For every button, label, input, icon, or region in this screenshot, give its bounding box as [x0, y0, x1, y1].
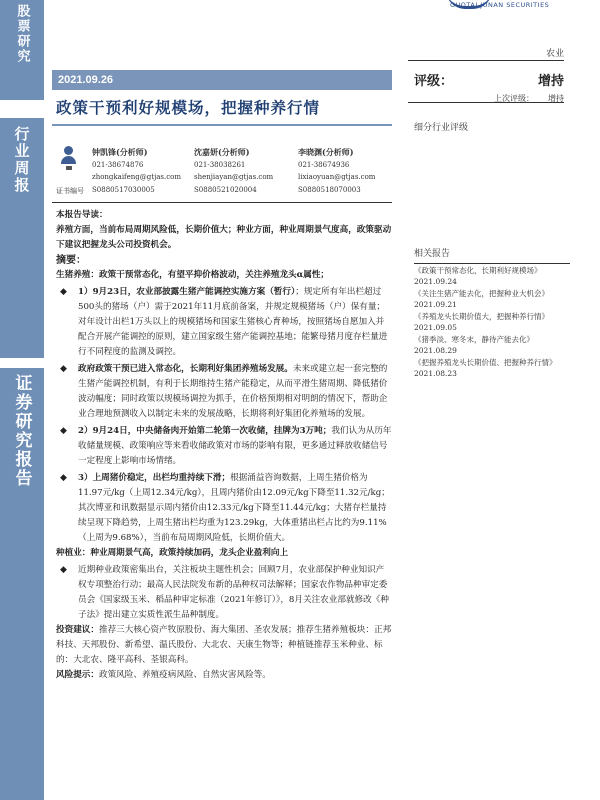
analyst-cert: S0880517030005	[92, 185, 155, 194]
risk-label: 风险提示：	[56, 670, 99, 680]
report-date: 2021.09.26	[52, 70, 392, 90]
sidebar-label-industry-weekly: 行业周报	[12, 126, 31, 194]
analyst-cert: S0880521020004	[194, 185, 257, 194]
analyst-name: 李晓渊(分析师)	[298, 147, 354, 157]
related-report-date: 2021.09.21	[414, 299, 457, 309]
company-logo	[400, 0, 600, 14]
sub-industry-rating-label: 细分行业评级	[414, 123, 469, 133]
related-report-link[interactable]: 《把握养殖龙头长期价值、把握种养行情》	[414, 358, 557, 367]
related-report-date: 2021.09.24	[414, 276, 457, 286]
analyst-card	[298, 146, 375, 196]
analyst-name: 沈嘉妍(分析师)	[194, 147, 250, 157]
sidebar-block-stock-research	[0, 0, 44, 100]
analyst-email[interactable]: lixiaoyuan@gtjas.com	[298, 173, 376, 181]
related-reports	[414, 246, 584, 381]
related-report-date: 2021.09.05	[414, 322, 457, 332]
analyst-card	[92, 146, 181, 196]
bullet-bold: 1）9月23日，农业部披露生猪产能调控实施方案（暂行）	[78, 287, 296, 297]
sidebar-label-stock-research: 股票研究	[14, 4, 30, 64]
bullet-bold: 3）上周猪价稳定，出栏均重持续下滑；	[78, 473, 231, 483]
related-report-date: 2021.08.29	[414, 345, 457, 355]
rating-value: 增持	[537, 74, 564, 89]
investment-advice-text: 推荐三大核心资产牧原股份、海大集团、圣农发展；推荐生猪养殖板块：正邦科技、天邦股份、新希望、温氏股份、大北农、天康生物等；种植链推荐玉米种业、标的：大北农、隆平高科、荃银高科。	[56, 625, 392, 665]
rating-box	[414, 70, 564, 104]
related-report-link[interactable]: 《养殖龙头长期价值大，把握种养行情》	[414, 312, 549, 321]
related-report-link[interactable]: 《关注生猪产能去化，把握种业大机会》	[414, 289, 549, 298]
bullet-item	[56, 362, 392, 422]
analyst-phone: 021-38674876	[92, 160, 144, 169]
bullet-item	[56, 424, 392, 469]
risk-text: 政策风险、养殖疫病风险、自然灾害风险等。	[98, 670, 271, 680]
bullet-text: 我们认为从历年收储量规模、政策响应等来看收储政策对市场的影响有限，更多通过释放收储信号一定程度上影响市场情绪。	[78, 426, 392, 466]
guide-heading: 本报告导读：	[56, 210, 108, 220]
section-title-planting: 种植业：种业周期景气高，政策持续加码，龙头企业盈利向上	[56, 548, 289, 558]
investment-advice-label: 投资建议：	[56, 625, 99, 635]
analyst-cert: S0880518070003	[298, 185, 361, 194]
certificate-label: 证书编号	[56, 187, 84, 195]
related-report-date: 2021.08.23	[414, 368, 457, 378]
divider	[408, 102, 564, 103]
bullet-text: 根据涌益咨询数据，上周生猪价格为11.97元/kg（上周12.34元/kg），且周内猪价由12.09元/kg下降至11.32元/kg；其次博亚和讯数据显示周内猪价由12.33元/kg下降至11.44元/kg；大猪存栏量持续呈现下降趋势，上周生猪出栏均重为123.29kg，大体重猪出栏占比约为9.11%（上周为9.68%），当前布局周期风险低，长期价值大。	[78, 473, 390, 543]
bullet-item	[56, 563, 392, 623]
sidebar-label-securities-report: 证券研究报告	[11, 374, 32, 488]
analyst-name: 钟凯锋(分析师)	[92, 147, 148, 157]
related-reports-heading: 相关报告	[414, 249, 451, 259]
section-title-pig-farming: 生猪养殖：政策干预常态化，有望平抑价格波动，关注养殖龙头α属性；	[56, 270, 330, 280]
analyst-email[interactable]: shenjiayan@gtjas.com	[194, 173, 274, 181]
analyst-email[interactable]: zhongkaifeng@gtjas.com	[92, 173, 182, 181]
report-title: 政策干预利好规模场，把握种养行情	[56, 98, 321, 117]
analyst-person-icon	[58, 146, 80, 176]
analysts-block	[56, 146, 386, 206]
sidebar-block-industry-weekly	[0, 118, 44, 358]
bullet-text: ；规定所有年出栏超过500头的猪场（户）需于2021年11月底前备案，并规定规模猪场（户）保有量；对年设计出栏1万头以上的规模猪场和国家生猪核心育种场，按照猪场自愿加入并配合开展产能调控的原则，建立国家级生猪产能调控基地；能繁母猪月度存栏量进行不同程度的监测及调控。	[78, 287, 388, 357]
analyst-phone: 021-38674936	[298, 160, 350, 169]
summary-heading: 摘要：	[56, 255, 86, 266]
bullet-bold: 政府政策干预已进入常态化，长期利好集团养殖场发展。	[78, 364, 293, 374]
previous-rating-value: 增持	[548, 94, 564, 103]
rating-label: 评级：	[414, 74, 454, 89]
bullet-text: 近期种业政策密集出台，关注板块主题性机会；回顾7月，农业部保护种业知识产权专项整治行动；最高人民法院发布新的品种权司法解释；国家农作物品种审定委员会《国家级玉米、稻品种审定标准（2021年修订）》，8月关注农业部就修改《种子法》提出建立实质性派生品种制度。	[78, 565, 389, 620]
industry-tag: 农业	[545, 49, 564, 59]
bullet-item	[56, 285, 392, 360]
report-body	[56, 208, 392, 683]
analyst-card	[194, 146, 273, 196]
bullet-bold: 2）9月24日，中央储备肉开始第二轮第一次收储，挂牌为3万吨；	[78, 426, 332, 436]
related-report-link[interactable]: 《政策干预常态化，长期利好规模场》	[414, 266, 542, 275]
related-report-link[interactable]: 《猪季淡、寒冬末，静待产能去化》	[414, 335, 534, 344]
previous-rating-label: 上次评级：	[494, 94, 534, 103]
sidebar-block-securities-report	[0, 368, 44, 800]
left-sidebar	[0, 0, 44, 800]
logo-text: GUOTAI JUNAN SECURITIES	[450, 1, 550, 9]
bullet-text: 未来或建立起一套完整的生猪产能调控机制，有利于长期维持生猪产能稳定，从而平滑生猪周期、降低猪价波动幅度；同时政策以规模场调控为抓手，在价格预期相对明朗的情况下，帮助企业合理地预测收入以制定未来的发展战略，长期将利好集团化养殖场的发展。	[78, 364, 388, 419]
divider	[52, 202, 392, 203]
divider	[52, 124, 392, 126]
divider	[414, 263, 570, 264]
divider	[408, 60, 564, 61]
bullet-item	[56, 471, 392, 546]
analyst-phone: 021-38038261	[194, 160, 246, 169]
guide-text: 养殖方面，当前布局周期风险低，长期价值大；种业方面，种业周期景气度高，政策驱动下建议把握龙头公司投资机会。	[56, 225, 392, 250]
